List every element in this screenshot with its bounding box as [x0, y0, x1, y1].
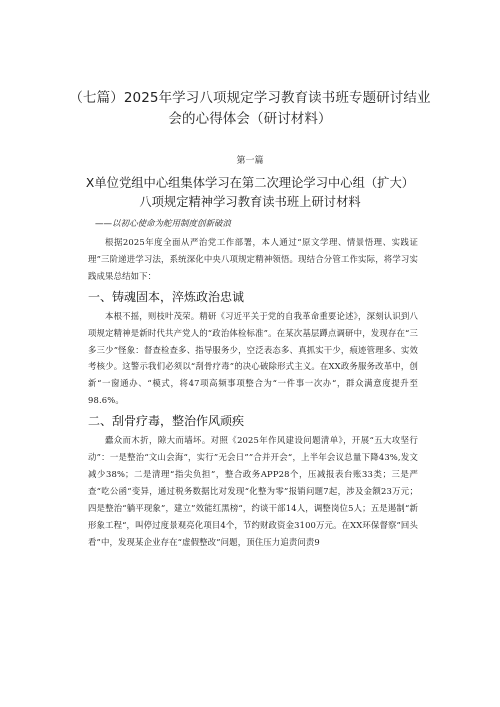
section-heading-2: 二、刮骨疗毒，整治作风顽疾: [88, 414, 245, 429]
epigraph: ——以初心使命为舵用制度创新破浪: [95, 219, 232, 229]
article-subtitle: X单位党组中心组集体学习在第二次理论学习中心组（扩大）八项规定精神学习教育读书班上研讨材料: [85, 176, 415, 209]
intro-paragraph: 根据2025年度全面从严治党工作部署，本人通过“原文学理、情景悟理、实践证理”三阶递进学习法，系统深化中央八项规定精神领悟。现结合分管工作实际，将学习实践成果总结如下：: [88, 237, 418, 281]
section-paragraph-2: 蠹众而木折，隙大而墙坏。对照《2025年作风建设问题清单》，开展“五大攻坚行动”：一是整治“文山会海“，实行”无会日””合并开会“，上半年会议总量下降43%,发文减少38%；二是清理“指尖负担”，整合政务APP28个，压减报表台账33类；三是严查“吃公函“变异，通过税务数据比对发现“化整为零”报销问题7起，涉及金额23万元；四是整治“躺平现象”，建立”效能红黑榜“，约谈干部14人，调整岗位5人；五是遏制“新形象工程“，叫停过度景观亮化项目4个，节约财政资金3100万元。在XX环保督察”回头看”中，发现某企业存在“虚假整改”问题，顶住压力追责问责9: [88, 435, 418, 547]
chapter-label: 第一篇: [236, 156, 264, 166]
document-body: [88, 234, 418, 551]
section-heading-1: 一、铸魂固本，淬炼政治忠诚: [88, 289, 245, 304]
section-paragraph-1: 本根不摇，则枝叶茂荣。精研《习近平关于党的自我革命重要论述》，深刻认识到八项规定精神是新时代共产党人的“政治体检标准”。在某次基层蹲点调研中，发现存在“三多三少”怪象：督查检查多、指导服务少，空泛表态多、真抓实干少，痕迹管理多、实效考核少。这警示我们必须以“刮骨疗毒”的决心破除形式主义。在XX政务服务改革中，创新“一窗通办、“模式，将47项高频事项整合为“一件事一次办“，群众满意度提升至98.6%。: [88, 310, 418, 406]
document-title: （七篇）2025年学习八项规定学习教育读书班专题研讨结业会的心得体会（研讨材料）: [69, 90, 431, 127]
